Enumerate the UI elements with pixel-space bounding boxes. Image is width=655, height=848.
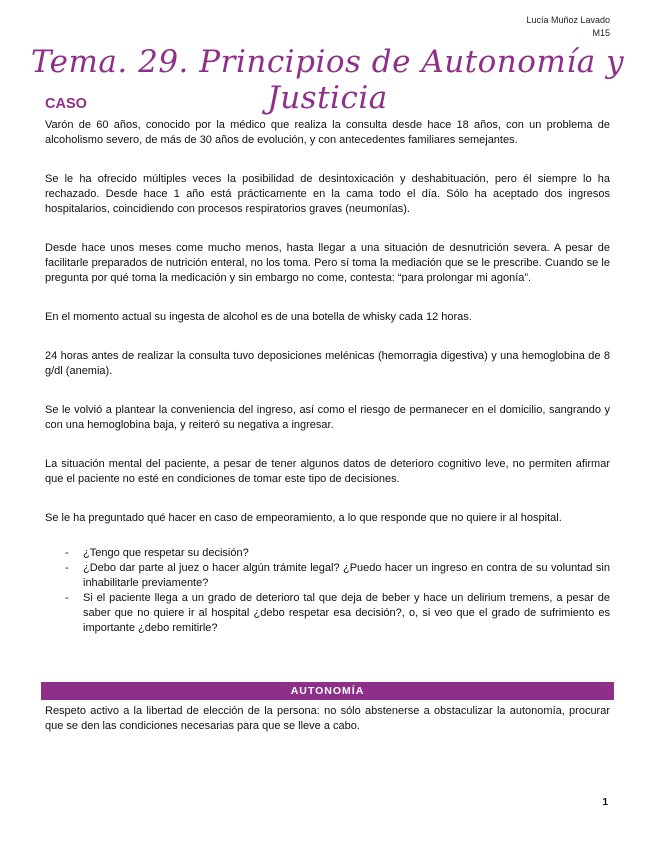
question-item: - Si el paciente llega a un grado de deterioro tal que deja de beber y hace un delirium tremens, a pesar de saber que no quiere ir al hospital ¿debo respetar esa decisión?, o, si veo que el grado de sufrimiento es importante ¿debo remitirle? (65, 591, 610, 636)
case-paragraph: Desde hace unos meses come mucho menos, hasta llegar a una situación de desnutrición severa. A pesar de facilitarle preparados de nutrición enteral, no los toma. Pero sí toma la mediación que se le prescribe. Cuando se le pregunta por qué toma la medicación y sin embargo no come, contesta: “para prolongar mi agonía”. (45, 242, 610, 284)
course-code: M15 (592, 28, 610, 38)
question-item: - ¿Debo dar parte al juez o hacer algún trámite legal? ¿Puedo hacer un ingreso en contra de su voluntad sin inhabilitarle previamente? (65, 561, 610, 591)
question-list (45, 546, 610, 636)
case-heading: CASO (45, 96, 87, 112)
question-item: - ¿Tengo que respetar su decisión? (65, 546, 610, 561)
case-paragraph: En el momento actual su ingesta de alcohol es de una botella de whisky cada 12 horas. (45, 311, 472, 323)
page-number: 1 (602, 797, 608, 808)
author-name: Lucía Muñoz Lavado (526, 15, 610, 25)
case-paragraph: Se le ha ofrecido múltiples veces la posibilidad de desintoxicación y deshabituación, pero él siempre lo ha rechazado. Desde hace 1 año está prácticamente en la cama todo el día. Sólo ha aceptado dos ingresos hospitalarios, coincidiendo con procesos respiratorios graves (neumonías). (45, 173, 610, 215)
author-block (526, 14, 610, 40)
case-paragraph: La situación mental del paciente, a pesar de tener algunos datos de deterioro cognitivo leve, no permiten afirmar que el paciente no esté en condiciones de tomar este tipo de decisiones. (45, 458, 610, 485)
autonomy-section (45, 704, 610, 734)
page-title: Tema. 29. Principios de Autonomía y Justicia (30, 44, 625, 116)
autonomy-section-header: AUTONOMÍA (41, 682, 614, 700)
case-paragraph: 24 horas antes de realizar la consulta tuvo deposiciones melénicas (hemorragia digestiva) y una hemoglobina de 8 g/dl (anemia). (45, 350, 610, 377)
case-section (45, 96, 610, 636)
case-paragraph: Varón de 60 años, conocido por la médico que realiza la consulta desde hace 18 años, con un problema de alcoholismo severo, de más de 30 años de evolución, y con antecedentes familiares semejantes. (45, 119, 610, 146)
autonomy-definition: Respeto activo a la libertad de elección de la persona: no sólo abstenerse a obstaculizar la autonomía, procurar que se den las condiciones necesarias para que se lleve a cabo. (45, 705, 610, 732)
case-paragraph: Se le volvió a plantear la conveniencia del ingreso, así como el riesgo de permanecer en el domicilio, sangrando y con una hemoglobina baja, y reiteró su negativa a ingresar. (45, 404, 610, 431)
case-paragraph: Se le ha preguntado qué hacer en caso de empeoramiento, a lo que responde que no quiere ir al hospital. (45, 512, 562, 524)
